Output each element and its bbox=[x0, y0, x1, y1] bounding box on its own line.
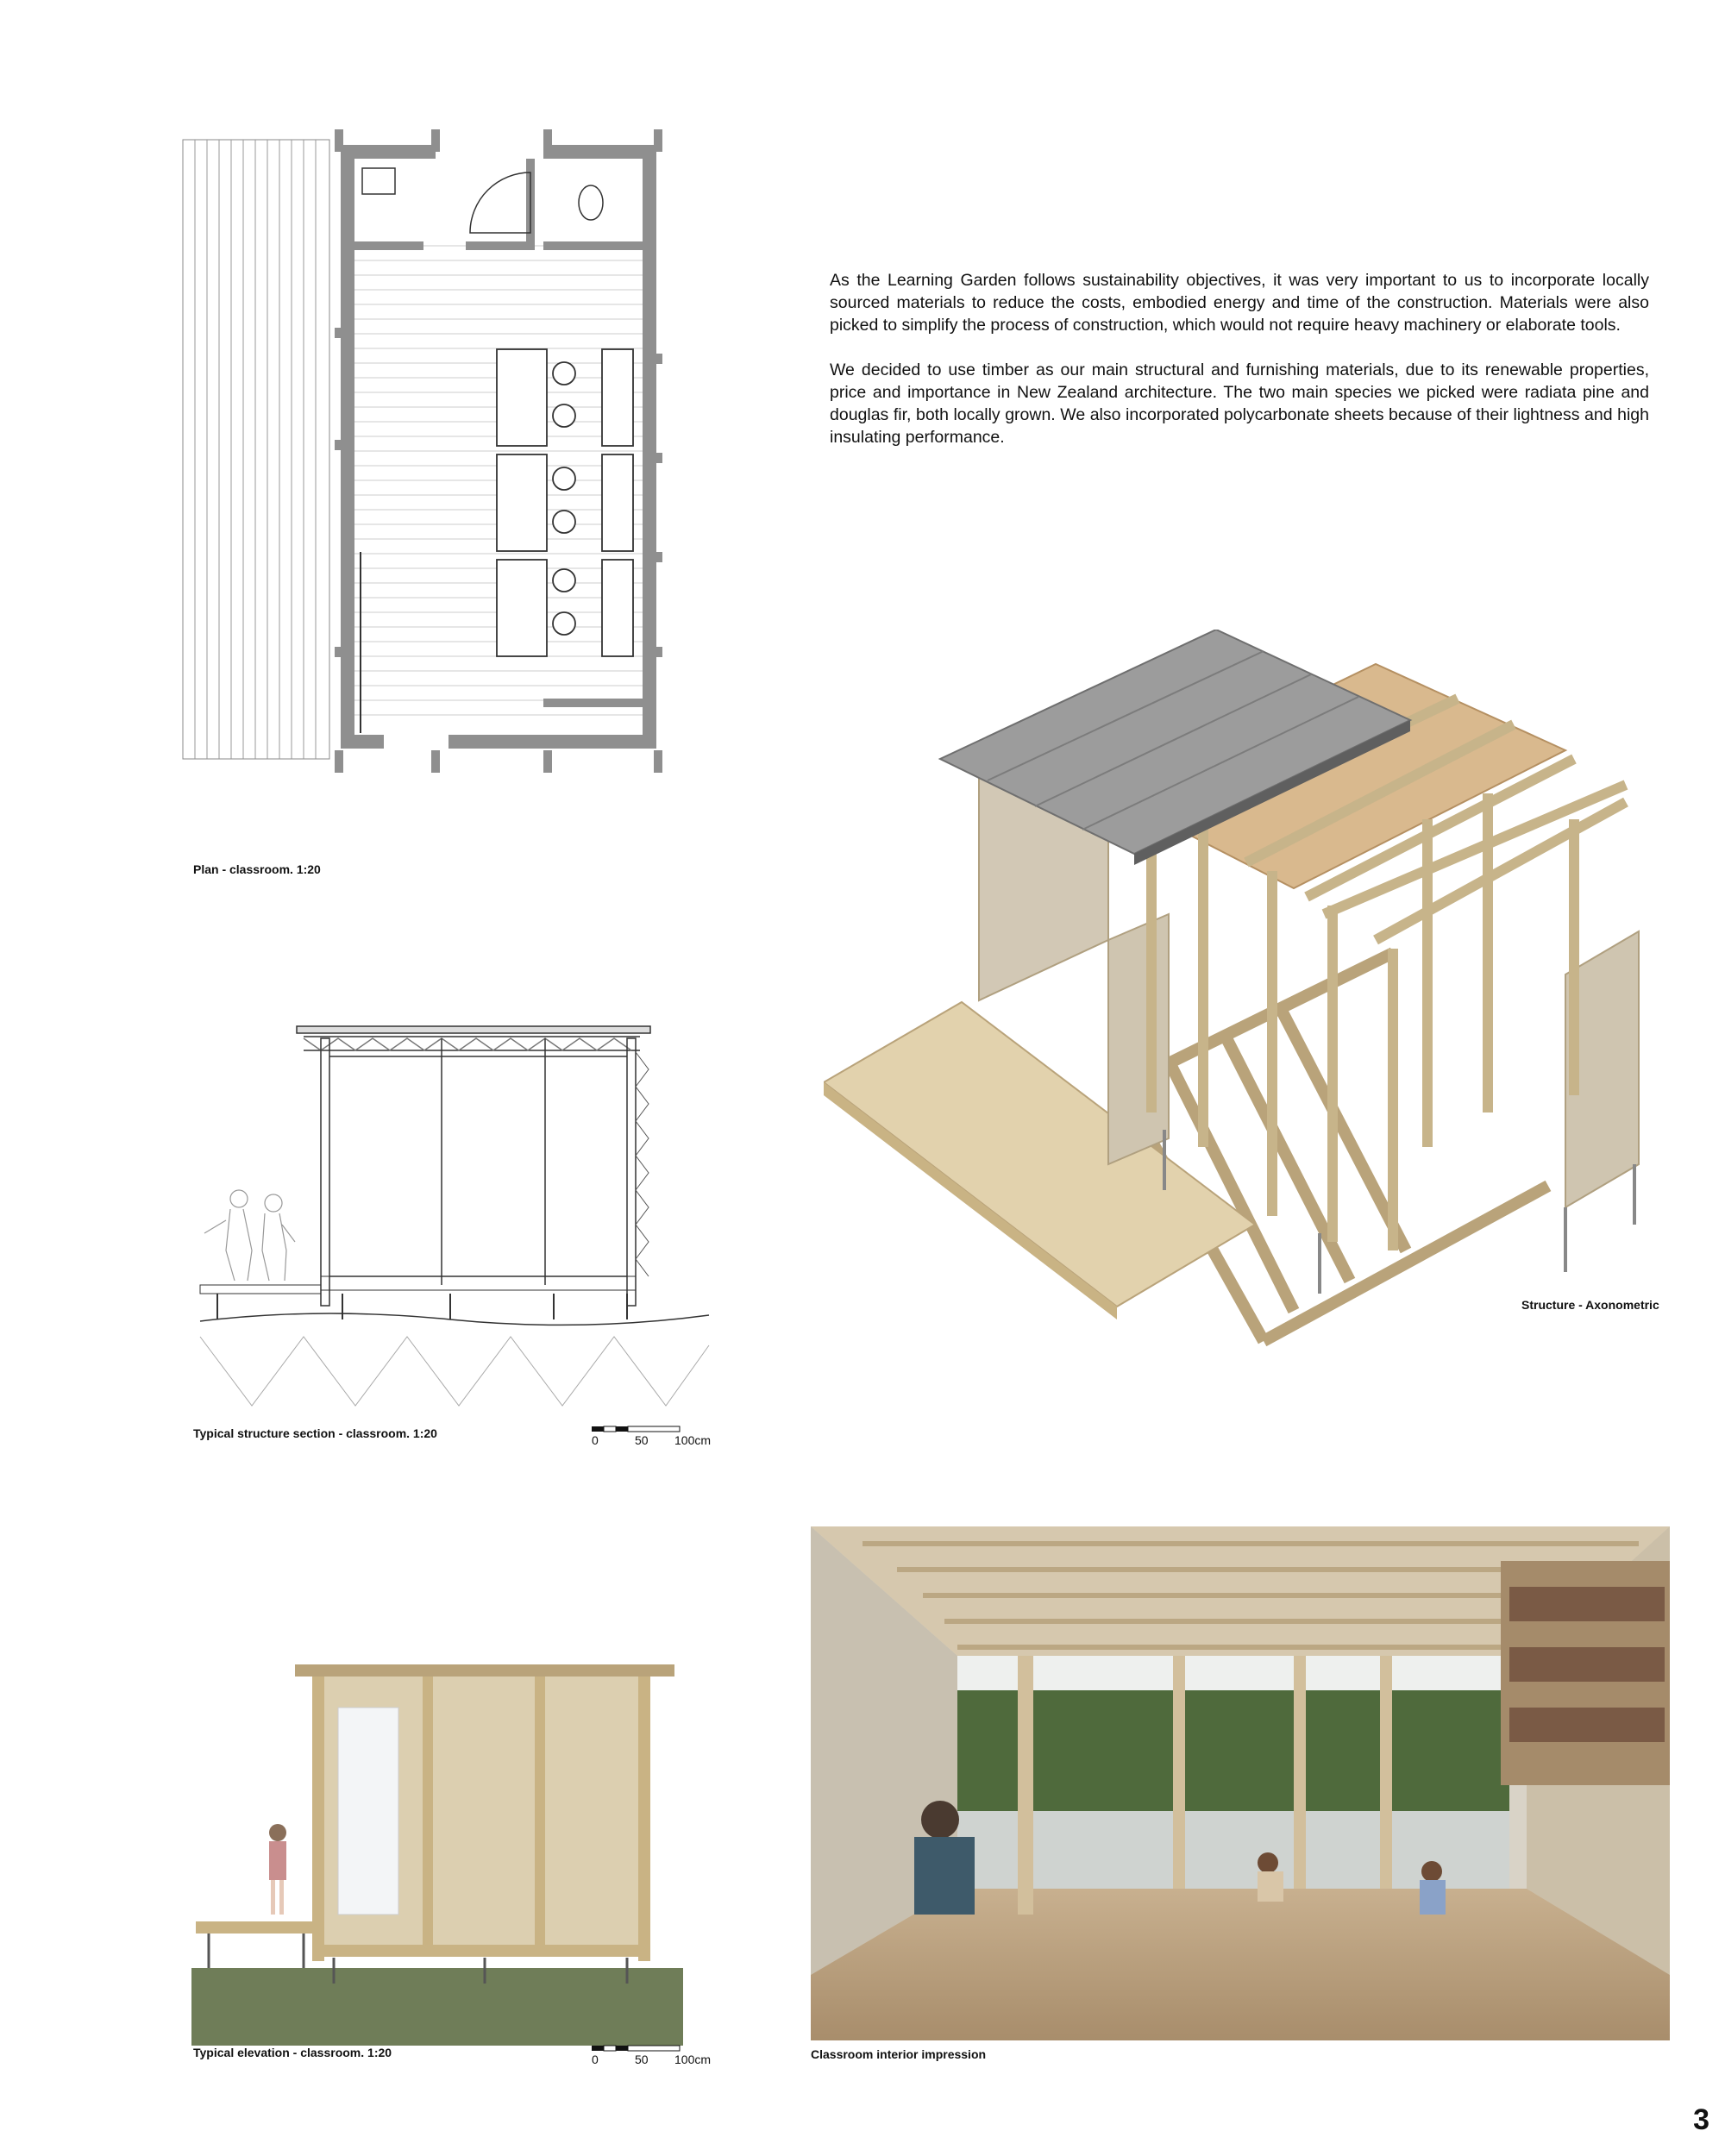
children-outline bbox=[204, 1190, 295, 1281]
intro-paragraph-2: We decided to use timber as our main structural and furnishing materials, due to its renewable properties, price and importance in New Zealand architecture. The two main species we picked were radiata pine and douglas fir, both locally grown. We also incorporated polycarbonate sheets because of their lightness and high insulating performance. bbox=[830, 360, 1649, 447]
intro-paragraph-1: As the Learning Garden follows sustainability objectives, it was very important to us to incorporate locally sourced materials to reduce the costs, embodied energy and time of the construction. Materials were also picked to simplify the process of construction, which would not require heavy machinery or elaborate tools. bbox=[830, 271, 1649, 335]
tables bbox=[497, 349, 633, 656]
scale-end: 100cm bbox=[674, 1433, 712, 1447]
toilet bbox=[579, 185, 603, 220]
scale-mid: 50 bbox=[635, 2053, 649, 2066]
bench bbox=[196, 1921, 317, 1934]
side-wall bbox=[1108, 914, 1169, 1164]
scale-zero: 0 bbox=[592, 1433, 599, 1447]
child-figure bbox=[269, 1824, 286, 1915]
walls bbox=[341, 145, 656, 749]
wall-truss bbox=[636, 1052, 649, 1276]
elevation-caption: Typical elevation - classroom. 1:20 bbox=[193, 2046, 392, 2059]
page-number: 3 bbox=[1693, 2103, 1709, 2136]
deck-boards bbox=[183, 140, 329, 759]
axonometric-drawing bbox=[824, 630, 1669, 1363]
hedge bbox=[957, 1690, 1509, 1820]
scale-zero: 0 bbox=[592, 2053, 599, 2066]
intro-text bbox=[830, 269, 1649, 471]
stools bbox=[553, 362, 575, 635]
axonometric-caption: Structure - Axonometric bbox=[1521, 1298, 1659, 1312]
door-swing bbox=[470, 172, 530, 233]
interior-caption: Classroom interior impression bbox=[811, 2047, 987, 2061]
plan-caption: Plan - classroom. 1:20 bbox=[193, 862, 321, 876]
ground-line bbox=[200, 1313, 709, 1325]
polycarbonate-panel bbox=[338, 1708, 398, 1915]
basin bbox=[362, 168, 395, 194]
section-caption: Typical structure section - classroom. 1:20 bbox=[193, 1426, 437, 1440]
elevation-drawing bbox=[191, 1656, 692, 2053]
scale-mid: 50 bbox=[635, 1433, 649, 1447]
plan-drawing bbox=[172, 129, 673, 785]
section-roof bbox=[297, 1026, 650, 1050]
scale-end: 100cm bbox=[674, 2053, 712, 2066]
roof-edge bbox=[295, 1664, 674, 1677]
interior-render bbox=[811, 1526, 1670, 2040]
ground-hatch bbox=[200, 1337, 709, 1406]
ground bbox=[191, 1968, 683, 2046]
section-drawing bbox=[191, 1018, 718, 1414]
